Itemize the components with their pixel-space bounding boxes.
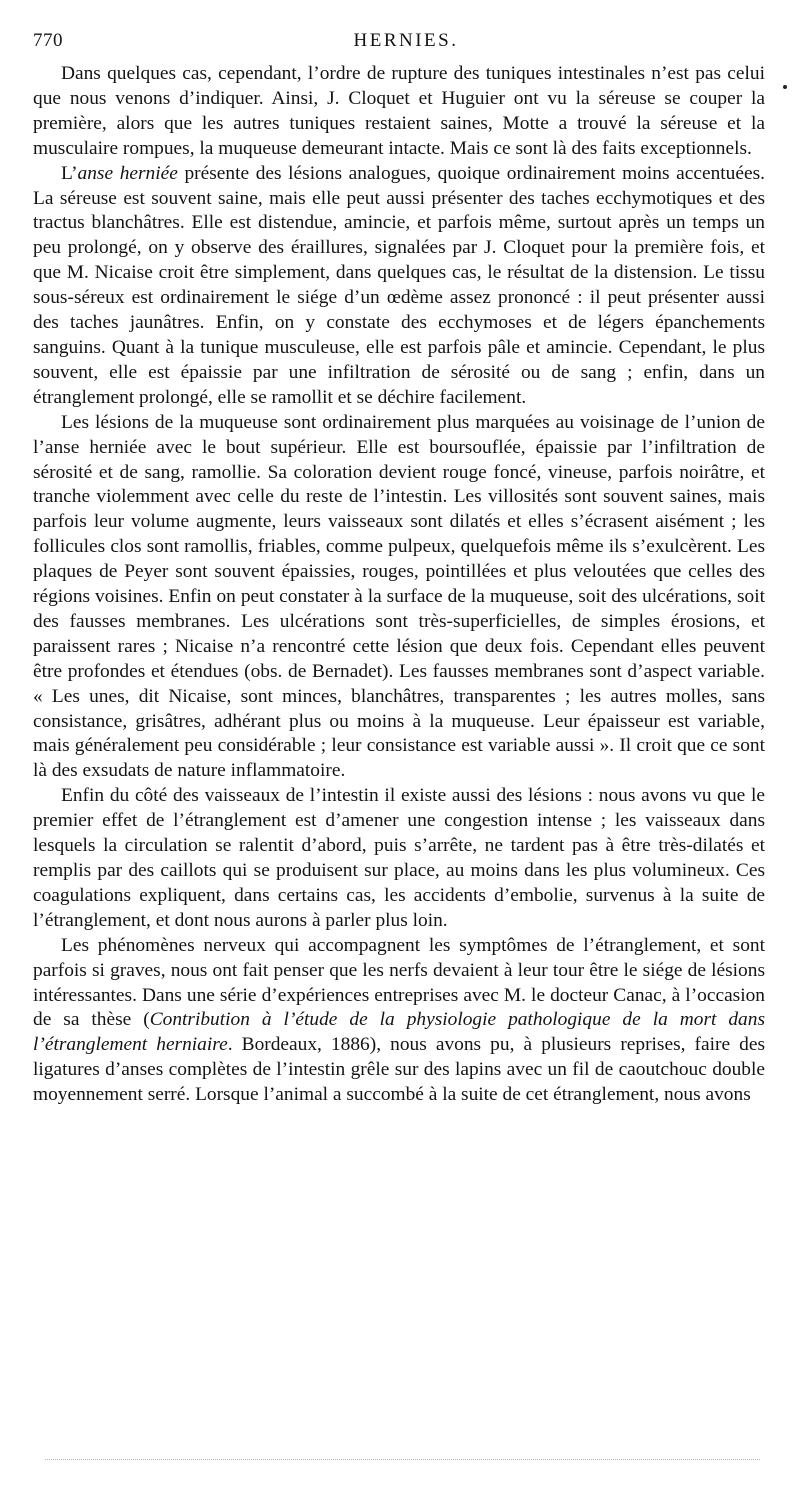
paragraph-text: présente des lésions analogues, quoique ordinairement moins accentuées. La séreuse est souvent saine, mais elle peut aussi présenter des taches ecchymotiques et des tractus blanchâtres. Elle est distendue, amincie, et parfois même, surtout après un temps un peu prolongé, on y observe des éraillures, signalées par J. Cloquet pour la première fois, et que M. Nicaise croit être simplement, dans quelques cas, le résultat de la distension. Le tissu sous-séreux est ordinairement le siége d’un œdème assez prononcé : il peut présenter aussi des taches jaunâtres. Enfin, on y constate des ecchymoses et de légers épanchements sanguins. Quant à la tunique musculeuse, elle est parfois pâle et amincie. Cependant, le plus souvent, elle est épaissie par une infiltration de sérosité ou de sang ; enfin, dans un étranglement prolongé, elle se ramollit et se déchire facilement. <box>33 162 765 408</box>
page-number: 770 <box>33 30 63 51</box>
body-text <box>33 62 765 1108</box>
paragraph-text: Les phénomènes nerveux qui accompagnent les symptômes de l’étranglement, et sont parfois si graves, nous ont fait penser que les nerfs devaient à leur tour être le siége de lésions intéressantes. Dans une série d’expériences entreprises avec M. le docteur Canac, à l’occasion de sa thèse ( <box>33 934 765 1031</box>
italic-citation: Contribution à l’étude de la physiologie pathologique de la mort dans l’étranglement herniaire <box>33 1009 765 1056</box>
paragraph-anse-herniee <box>33 162 765 411</box>
running-head: HERNIES. <box>353 30 459 51</box>
paragraph-text: Les lésions de la muqueuse sont ordinairement plus marquées au voisinage de l’union de l’anse herniée avec le bout supérieur. Elle est boursouflée, épaissie par l’infiltration de sérosité et de sang, ramollie. Sa coloration devient rouge foncé, vineuse, parfois noirâtre, et tranche violemment avec celle du reste de l’intestin. Les villosités sont souvent saines, mais parfois leur volume augmente, leurs vaisseaux sont dilatés et elles s’écrasent aisément ; les follicules clos sont ramollis, friables, comme pulpeux, quelquefois même ils s’exulcèrent. Les plaques de Peyer sont souvent épaissies, rouges, pointillées et plus veloutées que celles des régions voisines. Enfin on peut constater à la surface de la muqueuse, soit des ulcérations, soit des fausses membranes. Les ulcérations sont très-superficielles, de simples érosions, et paraissent rares ; Nicaise n’a rencontré cette lésion que deux fois. Cependant elles peuvent être profondes et étendues (obs. de Bernadet). Les fausses membranes sont d’aspect variable. « Les unes, dit Nicaise, sont minces, blanchâtres, transparentes ; les autres molles, sans consistance, grisâtres, adhérant plus ou moins à la muqueuse. Leur épaisseur est variable, mais généralement peu considérable ; leur consistance est variable aussi ». Il croit que ce sont là des exsudats de nature inflammatoire. <box>33 411 765 782</box>
italic-term: anse herniée <box>77 162 178 184</box>
paragraph-vaisseaux <box>33 784 765 933</box>
paragraph-text: . Bordeaux, 1886), nous avons pu, à plusieurs reprises, faire des ligatures d’anses complètes de l’intestin grêle sur des lapins avec un fil de caoutchouc double moyennement serré. Lorsque l’animal a succombé à la suite de cet étranglement, nous avons <box>33 1034 766 1106</box>
paragraph-rupture-order <box>33 62 765 162</box>
paragraph-text: Dans quelques cas, cependant, l’ordre de rupture des tuniques intestinales n’est pas celui que nous venons d’indiquer. Ainsi, J. Cloquet et Huguier ont vu la séreuse se couper la première, alors que les autres tuniques restaient saines, Motte a trouvé la séreuse et la musculaire rompues, la muqueuse demeurant intacte. Mais ce sont là des faits exceptionnels. <box>33 63 765 159</box>
footer-dotted-rule <box>45 1459 760 1460</box>
paragraph-text: Enfin du côté des vaisseaux de l’intestin il existe aussi des lésions : nous avons vu que le premier effet de l’étranglement est d’amener une congestion intense ; les vaisseaux dans lesquels la circulation se ralentit d’abord, puis s’arrête, ne tardent pas à être très-dilatés et remplis par des caillots qui se produisent sur place, au moins dans les plus volumineux. Ces coagulations expliquent, dans certains cas, les accidents d’embolie, survenus à la suite de l’étranglement, et dont nous aurons à parler plus loin. <box>33 785 765 931</box>
margin-ink-mark <box>783 85 787 89</box>
paragraph-nerfs <box>33 934 765 1108</box>
page-header <box>33 30 765 58</box>
paragraph-text: L’ <box>61 162 78 184</box>
paragraph-muqueuse <box>33 411 765 785</box>
